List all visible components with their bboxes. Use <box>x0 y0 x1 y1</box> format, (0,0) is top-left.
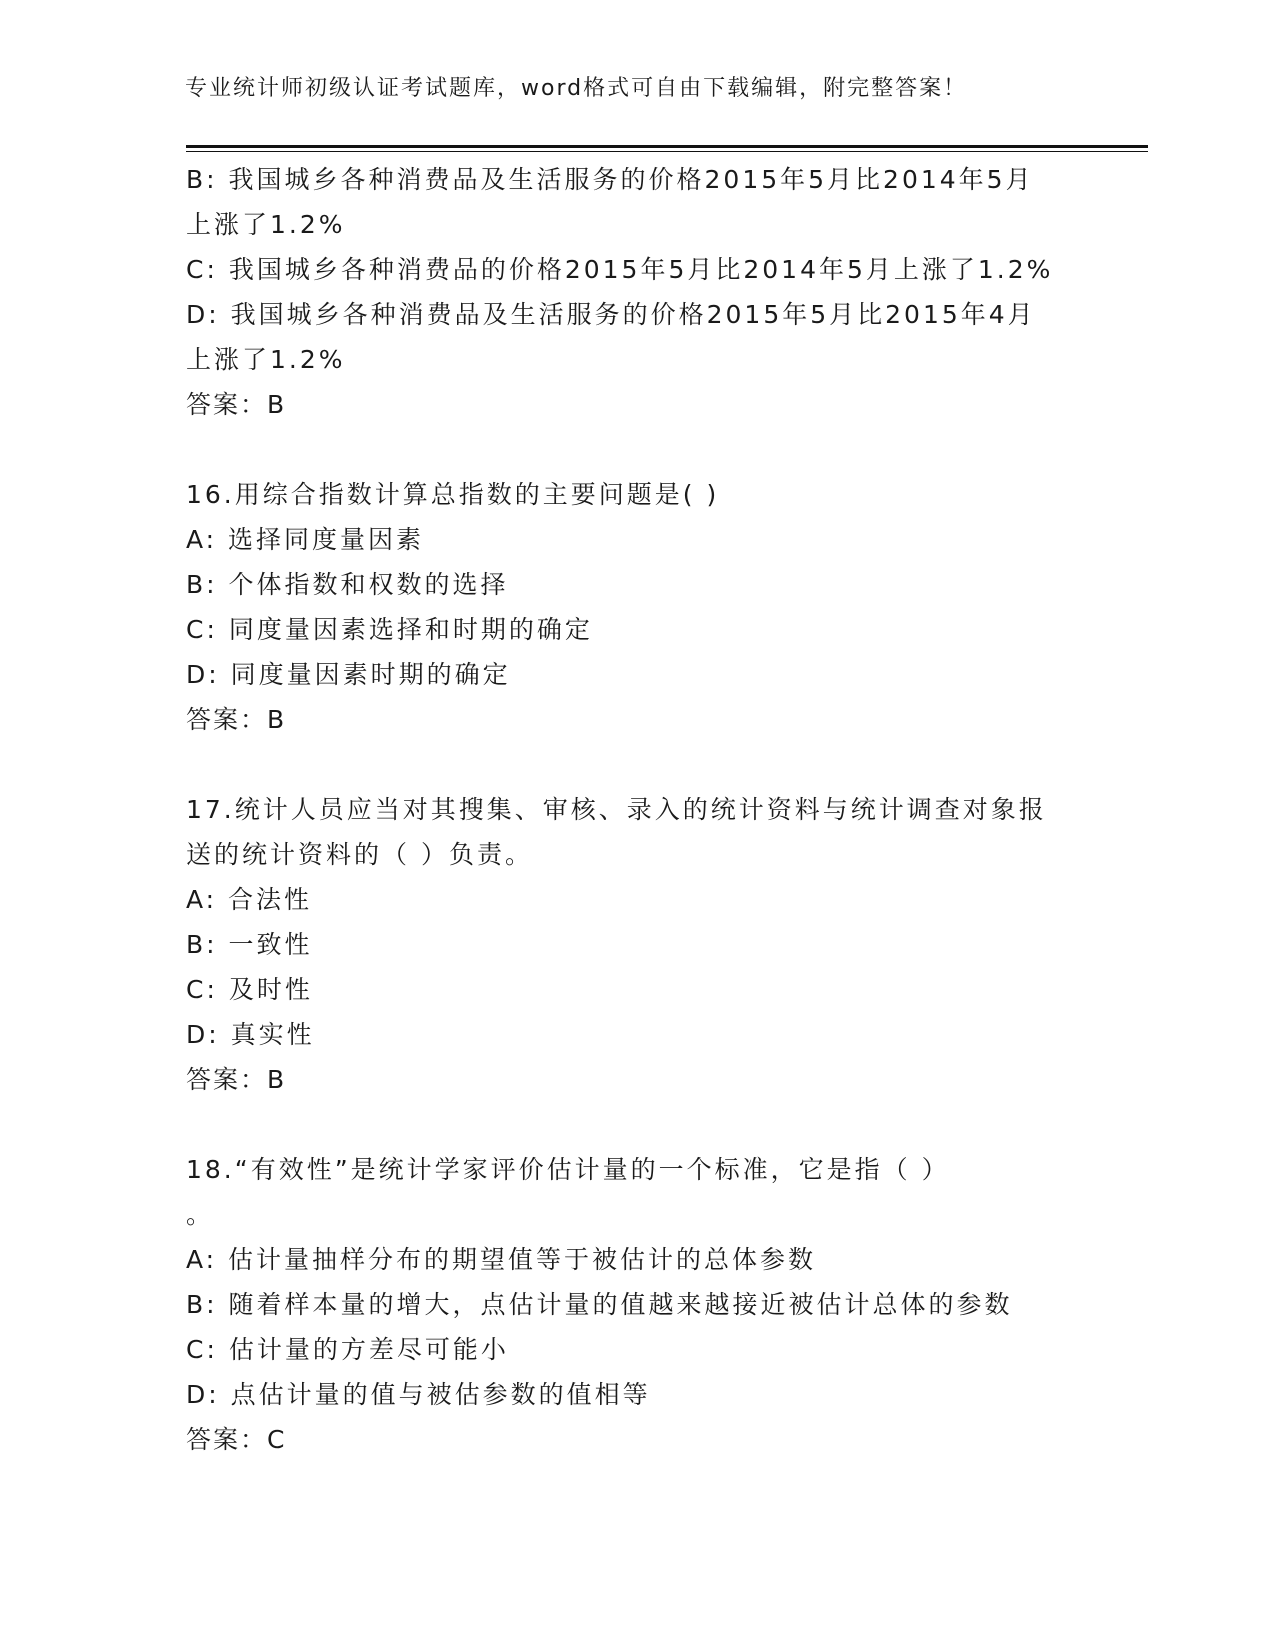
q18-stem-line1: 18.“有效性”是统计学家评价估计量的一个标准，它是指（ ） <box>186 1155 950 1184</box>
q16-option-a: A: 选择同度量因素 <box>186 525 425 554</box>
q17-stem-line1: 17.统计人员应当对其搜集、审核、录入的统计资料与统计调查对象报 <box>186 795 1047 824</box>
header-rule-thin <box>186 151 1148 152</box>
q17-answer: 答案：B <box>186 1065 287 1094</box>
q16-option-b: B: 个体指数和权数的选择 <box>186 570 509 599</box>
q15-option-d-line2: 上涨了1.2% <box>186 345 346 374</box>
q16-option-c: C: 同度量因素选择和时期的确定 <box>186 615 593 644</box>
q15-option-b-line2: 上涨了1.2% <box>186 210 346 239</box>
q15-option-b-line1: B: 我国城乡各种消费品及生活服务的价格2015年5月比2014年5月 <box>186 165 1034 194</box>
q18-answer: 答案：C <box>186 1425 287 1454</box>
q16-answer: 答案：B <box>186 705 287 734</box>
q18-option-a: A: 估计量抽样分布的期望值等于被估计的总体参数 <box>186 1245 817 1274</box>
question-content <box>186 157 1086 1462</box>
q16-stem: 16.用综合指数计算总指数的主要问题是( ) <box>186 480 720 509</box>
q17-option-d: D: 真实性 <box>186 1020 315 1049</box>
q18-stem-line2: 。 <box>186 1200 215 1229</box>
q15-option-d-line1: D: 我国城乡各种消费品及生活服务的价格2015年5月比2015年4月 <box>186 300 1036 329</box>
q17-option-b: B: 一致性 <box>186 930 313 959</box>
q17-stem-line2: 送的统计资料的（ ）负责。 <box>186 840 533 869</box>
q15-answer: 答案：B <box>186 390 287 419</box>
header-rule-thick <box>186 145 1148 148</box>
q18-option-b: B: 随着样本量的增大，点估计量的值越来越接近被估计总体的参数 <box>186 1290 1013 1319</box>
q17-option-a: A: 合法性 <box>186 885 313 914</box>
q16-option-d: D: 同度量因素时期的确定 <box>186 660 511 689</box>
q18-option-d: D: 点估计量的值与被估参数的值相等 <box>186 1380 651 1409</box>
q17-option-c: C: 及时性 <box>186 975 313 1004</box>
q18-option-c: C: 估计量的方差尽可能小 <box>186 1335 509 1364</box>
page-header: 专业统计师初级认证考试题库，word格式可自由下载编辑，附完整答案！ <box>185 76 968 101</box>
q15-option-c: C: 我国城乡各种消费品的价格2015年5月比2014年5月上涨了1.2% <box>186 255 1054 284</box>
